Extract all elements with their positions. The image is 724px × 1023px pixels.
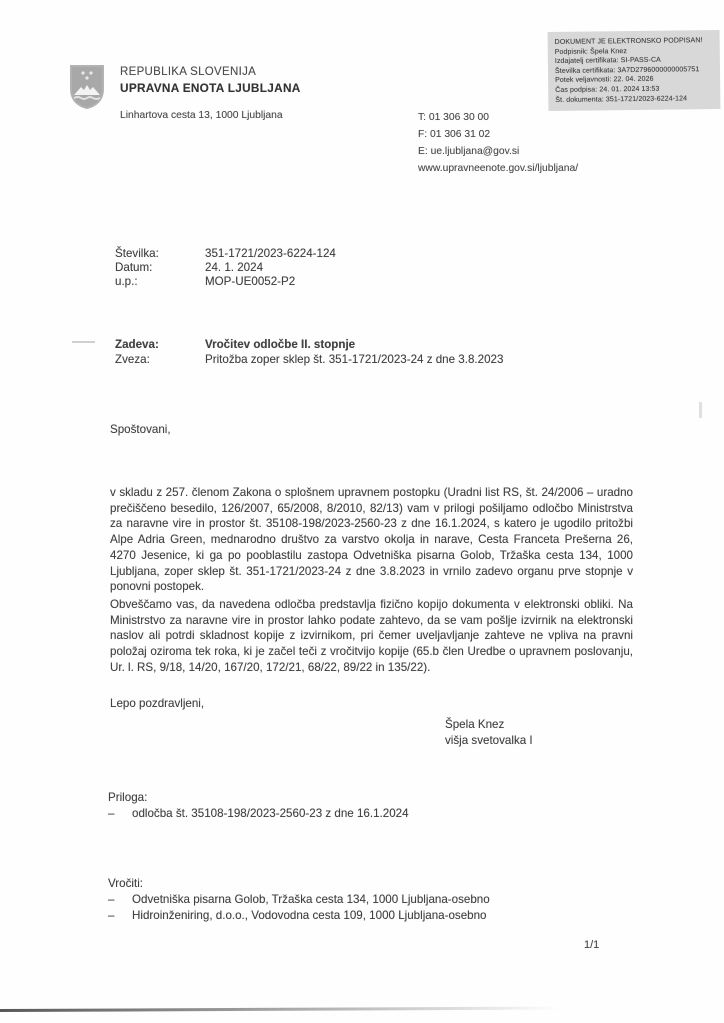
e-signature-stamp: [548, 30, 721, 111]
delivery-text: Hidroinženiring, d.o.o., Vodovodna cesta 109, 1000 Ljubljana-osebno: [132, 908, 487, 922]
list-dash: –: [108, 806, 115, 820]
subject-block: [115, 338, 503, 367]
delivery-label: Vročiti:: [108, 877, 144, 890]
subject-row: [115, 338, 503, 353]
reference-label: u.p.:: [115, 275, 138, 289]
delivery-block: [108, 876, 490, 923]
attachment-text: odločba št. 35108-198/2023-2560-23 z dne 16.1.2024: [132, 806, 409, 820]
fold-mark: [72, 341, 95, 343]
stamp-line: DOKUMENT JE ELEKTRONSKO PODPISAN!: [554, 37, 703, 46]
scan-artifact-line: [0, 1007, 560, 1012]
delivery-item: [108, 892, 490, 908]
body-paragraph-1: v skladu z 257. členom Zakona o splošnem upravnem postopku (Uradni list RS, št. 24/2006 – uradno prečiščeno besedilo, 126/2007, 65/2008, 8/2010, 82/13) vam v prilogi pošiljamo odločbo Ministrstva za naravne vire in prostor št. 35108-198/2023-2560-23 z dne 16.1.2024, s katero je ugodilo pritožbi Alpe Adria Green, mednarodno društvo za varstvo okolja in narave, Cesta Franceta Prešerna 26, 4270 Jesenice, ki ga po pooblastilu zastopa Odvetniška pisarna Golob, Tržaška cesta 134, 1000 Ljubljana, zoper sklep št. 351-1721/2023-24 z dne 3.8.2023 in vrnilo zadevo organu prve stopnje v ponovni postopek.: [110, 486, 633, 594]
stamp-line: Številka certifikata: 3A7D2796000000005751: [554, 65, 700, 75]
delivery-text: Odvetniška pisarna Golob, Tržaška cesta 134, 1000 Ljubljana-osebno: [132, 892, 490, 906]
attachments-block: [108, 790, 409, 822]
stamp-line: Potek veljavnosti: 22. 04. 2026: [555, 76, 654, 85]
contact-email: E: ue.ljubljana@gov.si: [418, 145, 520, 157]
body-paragraph-2: Obveščamo vas, da navedena odločba predstavlja fizično kopijo dokumenta v elektronski obliki. Na Ministrstvo za naravne vire in prostor lahko podate zahtevo, da se vam pošlje izvirnik na elektronski naslov ali potrdi skladnost kopije z izvirnikom, pri čemer uveljavljanje zahteve ne vpliva na pravni položaj oziroma tek roka, ki je začel teči z vročitvijo kopije (65.b člen Uredbe o upravnem poslovanju, Ur. l. RS, 9/18, 14/20, 167/20, 172/21, 68/22, 89/22 in 135/22).: [110, 598, 633, 674]
attachment-item: [108, 806, 409, 822]
salutation: Spoštovani,: [110, 423, 171, 436]
header-country: REPUBLIKA SLOVENIJA: [120, 66, 257, 78]
signer-name: Špela Knez: [445, 718, 505, 731]
closing-greeting: Lepo pozdravljeni,: [110, 697, 205, 710]
stamp-line: Izdajatelj certifikata: SI-PASS-CA: [554, 56, 661, 66]
reference-row-date: [115, 261, 336, 275]
header-address: Linhartova cesta 13, 1000 Ljubljana: [120, 110, 283, 121]
reference-value: 24. 1. 2024: [205, 261, 264, 275]
delivery-item: [108, 908, 490, 924]
header-contact-block: [418, 110, 578, 178]
reference-row-number: [115, 247, 336, 261]
reference-label: Številka:: [115, 247, 159, 260]
list-dash: –: [108, 908, 115, 922]
regarding-row: [115, 353, 503, 368]
subject-label: Zadeva:: [115, 338, 159, 351]
header-office: UPRAVNA ENOTA LJUBLJANA: [120, 81, 301, 95]
contact-website: www.upravneenote.gov.si/ljubljana/: [418, 162, 579, 174]
reference-block: [115, 247, 336, 290]
subject-value: Vročitev odločbe II. stopnje: [205, 338, 356, 351]
page-number: 1/1: [584, 939, 600, 951]
regarding-label: Zveza:: [115, 352, 150, 366]
attachments-label: Priloga:: [108, 791, 148, 804]
stamp-line: Št. dokumenta: 351-1721/2023-6224-124: [555, 94, 688, 104]
stamp-line: Čas podpisa: 24. 01. 2024 13:53: [555, 85, 660, 94]
contact-fax: F: 01 306 31 02: [418, 128, 491, 140]
signature-block: [445, 717, 533, 749]
scan-artifact-speck: [699, 402, 702, 418]
slovenia-coat-of-arms-icon: [66, 63, 108, 111]
contact-phone: T: 01 306 30 00: [418, 112, 489, 123]
reference-row-up: [115, 275, 336, 289]
reference-value: 351-1721/2023-6224-124: [205, 247, 336, 260]
reference-label: Datum:: [115, 261, 153, 275]
stamp-line: Podpisnik: Špela Knez: [554, 47, 627, 56]
list-dash: –: [108, 892, 115, 906]
regarding-value: Pritožba zoper sklep št. 351-1721/2023-24 z dne 3.8.2023: [205, 352, 504, 366]
reference-value: MOP-UE0052-P2: [205, 275, 296, 289]
signer-title: višja svetovalka I: [445, 734, 533, 747]
